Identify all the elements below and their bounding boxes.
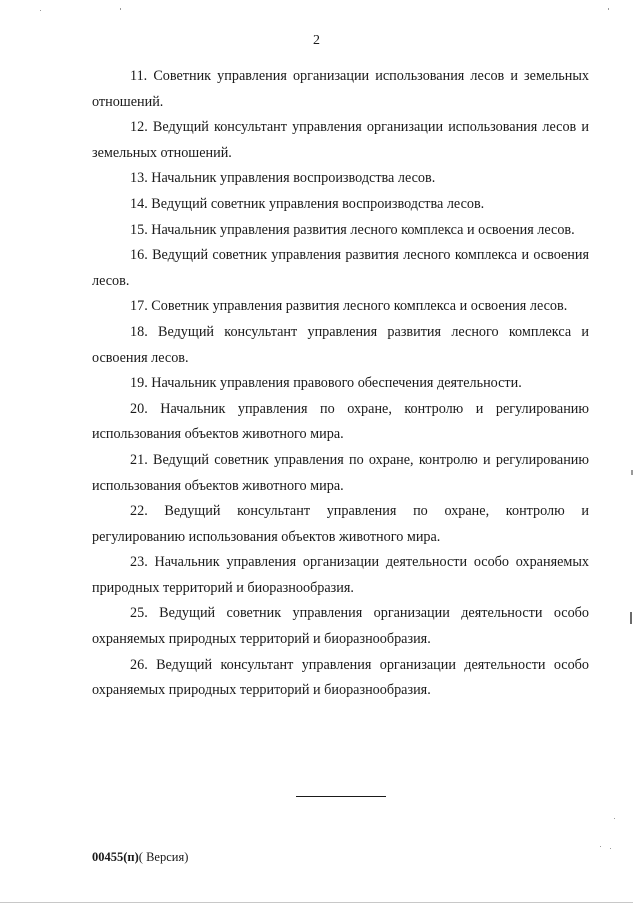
list-item: 22. Ведущий консультант управления по охране, контролю и регулированию использования объектов животного мира. (92, 503, 589, 545)
list-item: 16. Ведущий советник управления развития лесного комплекса и освоения лесов. (92, 247, 589, 289)
footer-doc-number: 00455(п) (92, 850, 139, 864)
scan-speck (630, 612, 632, 624)
list-item: 20. Начальник управления по охране, контролю и регулированию использования объектов животного мира. (92, 400, 589, 443)
scan-speck (120, 8, 121, 10)
list-item: 15. Начальник управления развития лесного комплекса и освоения лесов. (130, 221, 575, 238)
scan-speck (600, 846, 601, 847)
list-item: 13. Начальник управления воспроизводства лесов. (130, 170, 436, 187)
footer-document-code (92, 850, 188, 865)
list-item: 26. Ведущий консультант управления организации деятельности особо охраняемых природных территорий и биоразнообразия. (92, 656, 589, 699)
list-item: 17. Советник управления развития лесного комплекса и освоения лесов. (130, 298, 568, 315)
scan-bottom-edge (0, 902, 633, 903)
footer-version-label: ( Версия) (138, 850, 189, 864)
list-item: 11. Советник управления организации использования лесов и земельных отношений. (92, 68, 589, 110)
document-body (92, 64, 589, 704)
scan-speck (610, 848, 611, 849)
scan-speck (40, 10, 41, 11)
scan-speck (614, 818, 615, 819)
list-item: 19. Начальник управления правового обеспечения деятельности. (130, 375, 522, 392)
list-item: 25. Ведущий советник управления организации деятельности особо охраняемых природных территорий и биоразнообразия. (92, 605, 589, 648)
list-item: 23. Начальник управления организации деятельности особо охраняемых природных территорий и биоразнообразия. (92, 554, 589, 596)
page-number: 2 (313, 33, 320, 48)
list-item: 14. Ведущий советник управления воспроизводства лесов. (130, 195, 485, 212)
list-item: 21. Ведущий советник управления по охране, контролю и регулированию использования объектов животного мира. (92, 451, 589, 494)
list-item: 18. Ведущий консультант управления развития лесного комплекса и освоения лесов. (92, 323, 589, 366)
scan-speck (608, 8, 609, 10)
list-item: 12. Ведущий консультант управления организации использования лесов и земельных отношений. (92, 119, 589, 161)
end-separator-line (296, 796, 386, 797)
